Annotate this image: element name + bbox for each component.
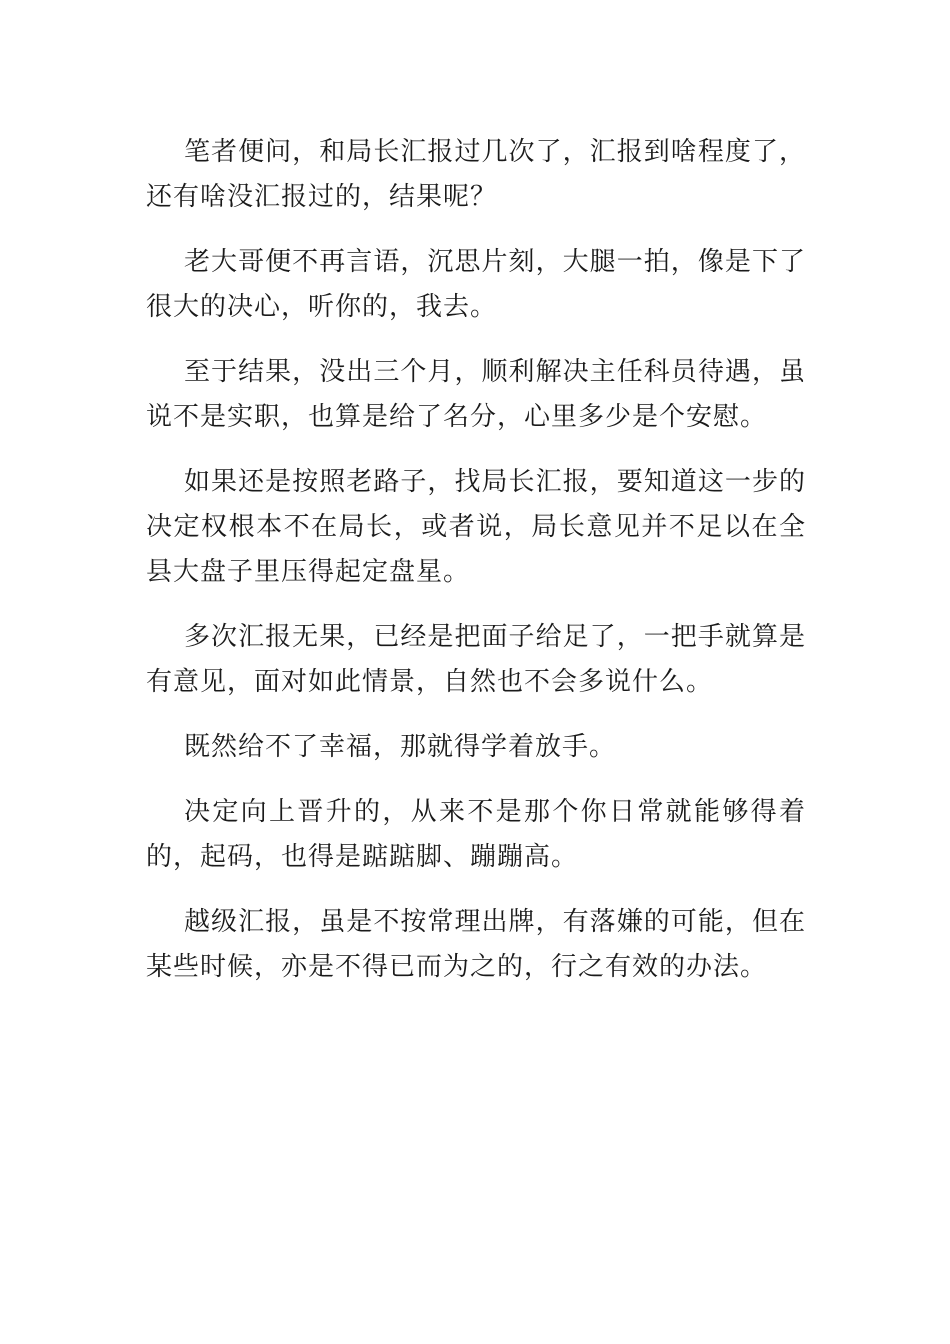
document-body [146, 130, 806, 1010]
paragraph-4: 如果还是按照老路子，找局长汇报，要知道这一步的决定权根本不在局长，或者说，局长意见并不足以在全县大盘子里压得起定盘星。 [146, 467, 806, 587]
paragraph-3: 至于结果，没出三个月，顺利解决主任科员待遇，虽说不是实职，也算是给了名分，心里多少是个安慰。 [146, 357, 806, 432]
paragraph-5: 多次汇报无果，已经是把面子给足了，一把手就算是有意见，面对如此情景，自然也不会多说什么。 [146, 622, 806, 697]
paragraph-8: 越级汇报，虽是不按常理出牌，有落嫌的可能，但在某些时候，亦是不得已而为之的，行之有效的办法。 [146, 907, 806, 982]
paragraph-6: 既然给不了幸福，那就得学着放手。 [184, 732, 617, 762]
paragraph-2: 老大哥便不再言语，沉思片刻，大腿一拍，像是下了很大的决心，听你的，我去。 [146, 247, 806, 322]
paragraph-1: 笔者便问，和局长汇报过几次了，汇报到啥程度了，还有啥没汇报过的，结果呢？ [146, 137, 806, 212]
paragraph-7: 决定向上晋升的，从来不是那个你日常就能够得着的，起码，也得是踮踮脚、蹦蹦高。 [146, 797, 806, 872]
